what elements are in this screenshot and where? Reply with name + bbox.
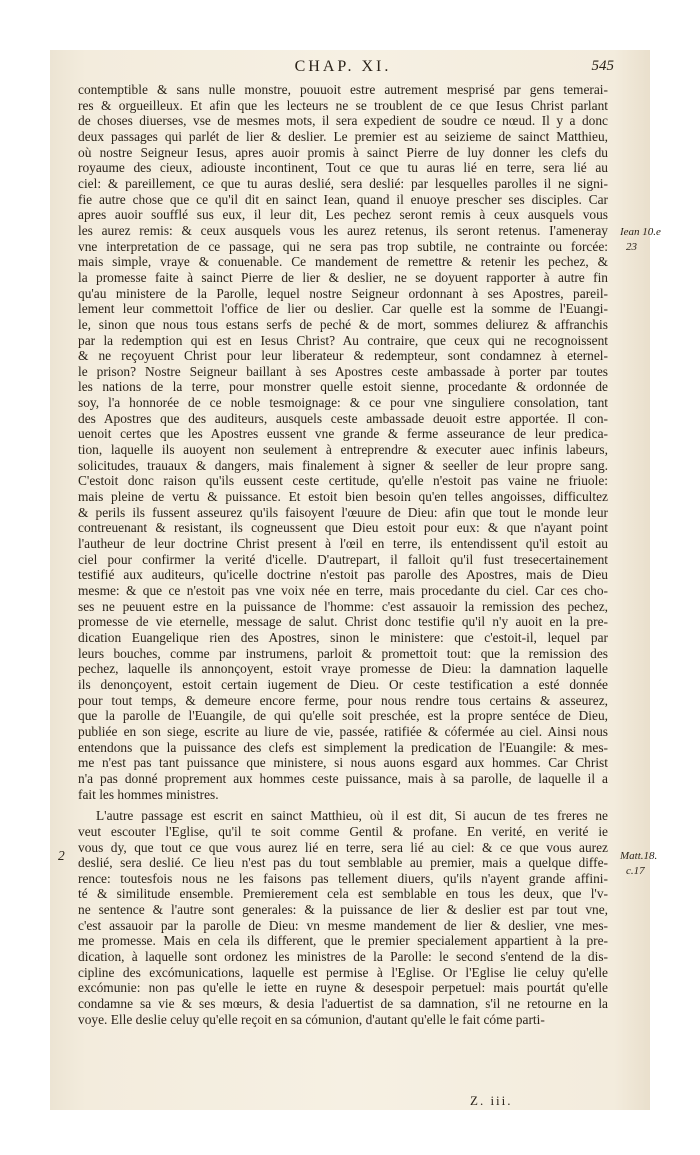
text-line: mais simple, vraye & conuenable. Ce mandement de remettre & retenir les pechez, & [78,254,608,270]
paragraph-1 [78,82,608,802]
text-line: vous dy, que tout ce que vous aurez lié en terre, sera lié au ciel: & ce que vous aurez [78,839,608,855]
text-line: des Apostres que des auditeurs, ausquels ceste ambassade deuoit estre apportée. Il con- [78,410,608,426]
text-line: mais pleine de vertu & puissance. Et estoit bien besoin qu'en telles angoisses, difficultez [78,489,608,505]
text-line: le prison? Nostre Seigneur baillant à ses Apostres ceste ambassade à porter par toutes [78,363,608,379]
text-line: voye. Elle deslie celuy qu'elle reçoit en sa cómunion, d'autant qu'elle le fait cóme parti- [78,1011,545,1027]
section-number: 2 [58,848,65,863]
text-line: veut escouter l'Eglise, qu'il te soit comme Gentil & profane. En verité, en verité ie [78,823,608,839]
paragraph-2 [78,808,608,1027]
text-line: contreuenant & resistant, ils cogneussent que Dieu estoit pour eux: & que n'ayant point [78,520,608,536]
text-line: lement leur commettoit l'office de lier ou deslier. Car quelle est la somme de l'Euangi- [78,301,608,317]
body-text [78,82,608,1027]
text-line: tion, laquelle ils auoyent non seulement à entreprendre & executer auec infinis labeurs, [78,442,608,458]
text-line: le, sinon que nous tous estans serfs de peché & de mort, sommes deliurez & affranchis [78,316,608,332]
text-line: res & orgueilleux. Et afin que les lecteurs ne se troublent de ce que Iesus Christ parlant [78,97,608,113]
text-line: fie autre chose que ce qu'il dit en sainct Iean, quand il enuoye prescher ses disciples. Car [78,191,608,207]
text-line: & perils ils fussent asseurez qu'ils faisoyent l'œuure de Dieu: afin que tout le monde leur [78,504,608,520]
text-line: excómunie: non pas qu'elle le iette en ruyne & desespoir perpetuel: mais pourtát qu'elle [78,980,608,996]
text-line: dication, à laquelle sont ordonez les ministres de la Parolle: le second s'entend de la dis- [78,949,608,965]
text-line: les nations de la terre, pour monstrer quelle estoit sienne, procedante & ordonnée de [78,379,608,395]
text-line: ils denonçoyent, estoit certain iugement de Dieu. Or ceste testification a esté donnée [78,676,608,692]
margin-note-matthew: Matt.18. [620,850,658,862]
page-number: 545 [591,58,614,74]
text-line: fait les hommes ministres. [78,786,219,802]
text-line: testifié aux auditeurs, qu'icelle doctrine n'estoit pas parolle des Apostres, mais de Dieu [78,567,608,583]
text-line: dication Euangelique rien des Apostres, sinon le ministere: que c'estoit-il, lequel par [78,629,608,645]
text-line: contemptible & sans nulle monstre, pouuoit estre autrement mesprisé par gens temerai- [78,82,608,97]
text-line: cipline des excómunications, laquelle est permise à l'Eglise. Or l'Eglise lie celuy qu'elle [78,964,608,980]
text-line: promesse de vie eternelle, message de salut. Christ donc testifie qu'il n'y auoit en la pre- [78,614,608,630]
text-line: L'autre passage est escrit en sainct Matthieu, où il est dit, Si aucun de tes freres ne [96,808,608,824]
text-line: ne sentence & l'autre sont generales: & la puissance de lier & deslier est par tout vne, [78,902,608,918]
text-line: apres auoir soufflé sus eux, il leur dit, Les pechez seront remis à ceux ausquels vous [78,207,608,223]
page-header [78,58,614,80]
text-line: me n'est pas tant puissance que ministere, si nous auons esgard aux hommes. Car Christ [78,755,608,771]
text-line: n'a pas donné proprement aux hommes ceste puissance, mais à sa parolle, de laquelle il a [78,770,608,786]
text-line: deslié, sera deslié. Ce lieu n'est pas du tout semblable au premier, mais a quelque diffe- [78,855,608,871]
text-line: la promesse faite à sainct Pierre de lier & deslier, ne se doyuent rapporter à autre fin [78,269,608,285]
text-line: publiée en son siege, escrite au liure de vie, passée, ratifiée & cófermée au ciel. Ainsi nous [78,723,608,739]
text-line: condamne sa vie & ses mœurs, & desia l'aduertist de sa damnation, s'il ne retourne en la [78,996,608,1012]
text-line: ciel: & pareillement, ce que tu auras deslié, sera deslié: par lesquelles parolles il ne signi- [78,175,608,191]
text-line: solicitudes, trauaux & dangers, mais finalement à signer & seeller de leur propre sang. [78,457,608,473]
text-line: leurs bouches, comme par instrumens, parloit & promettoit tout: que la remission des [78,645,608,661]
text-line: vne interpretation de ce passage, qui ne sera pas trop subtile, ne contrainte ou forcée: [78,238,608,254]
text-line: té & similitude ensemble. Premierement cela est semblable en tous les deux, que l'v- [78,886,608,902]
text-line: me promesse. Mais en cela ils different, que le premier specialement appartient à la pre- [78,933,608,949]
running-head: CHAP. XI. [294,58,392,75]
text-line: C'estoit donc raison qu'ils eussent ceste certitude, qu'elle n'estoit pas vaine ne friuole: [78,473,608,489]
margin-note-john-verse: 23 [626,241,637,253]
text-line: & ne reçoyuent Christ pour leur liberateur & redempteur, sont condamnez à eternel- [78,348,608,364]
text-line: où nostre Seigneur Iesus, apres auoir promis à sainct Pierre de luy donner les clefs du [78,144,608,160]
signature-mark: Z. iii. [470,1093,513,1108]
margin-note-matthew-verse: c.17 [626,865,645,877]
text-line: soy, l'a honnorée de ce noble tesmoignage: & ce pour vne singuliere consolation, tant [78,395,608,411]
text-line: rence: toutesfois nous ne les faisons pas tellement diuers, qu'ils n'ayent grande affini- [78,870,608,886]
text-line: l'autheur de leur doctrine Christ present à l'œil en terre, ils entendissent qu'il estoit au [78,536,608,552]
text-line: pechez, laquelle ils annonçoyent, estoit vraye promesse de Dieu: la damnation laquelle [78,661,608,677]
text-line: ses ne peuuent estre en la puissance de l'homme: c'est assauoir la remission des pechez, [78,598,608,614]
text-line: les aurez remis: & ceux ausquels vous les aurez retenus, ils seront retenus. I'ameneray [78,222,608,238]
margin-note-john: Iean 10.e [620,226,661,238]
text-line: ciel pour confirmer la verité d'icelle. D'autrepart, il falloit qu'il fust tresecertainement [78,551,608,567]
text-line: mesme: & que ce n'estoit pas vne voix née en terre, mais procedante du ciel. Car ces cho- [78,583,608,598]
text-line: pour tout temps, & demeure encore ferme, pour nous rendre tous certains & asseurez, [78,692,608,708]
text-line: que la parolle de l'Euangile, de qui qu'elle soit preschée, est la propre sentéce de Dieu, [78,708,608,724]
text-line: entendons que la puissance des clefs est simplement la predication de l'Euangile: & mes- [78,739,608,755]
text-line: qu'au ministere de la Parolle, lequel nostre Seigneur ordonnant à ses Apostres, pareil- [78,285,608,301]
text-line: deux passages qui parlét de lier & deslier. Le premier est au seizieme de sainct Matthieu, [78,128,608,144]
text-line: c'est assauoir par la parolle de Dieu: vn mesme mandement de lier & deslier, vne mes- [78,917,608,933]
text-line: de choses diuerses, vse de mesmes mots, il sera expedient de soudre ce nœud. Il y a donc [78,113,608,129]
text-line: royaume des cieux, adiouste incontinent, Tout ce que tu auras lié en terre, sera lié au [78,160,608,176]
text-line: par la redemption qui est en Iesus Christ? Au contraire, que ceux qui ne recognoissent [78,332,608,348]
text-line: uenoit certes que les Apostres eussent vne grande & ferme asseurance de leur predica- [78,426,608,442]
